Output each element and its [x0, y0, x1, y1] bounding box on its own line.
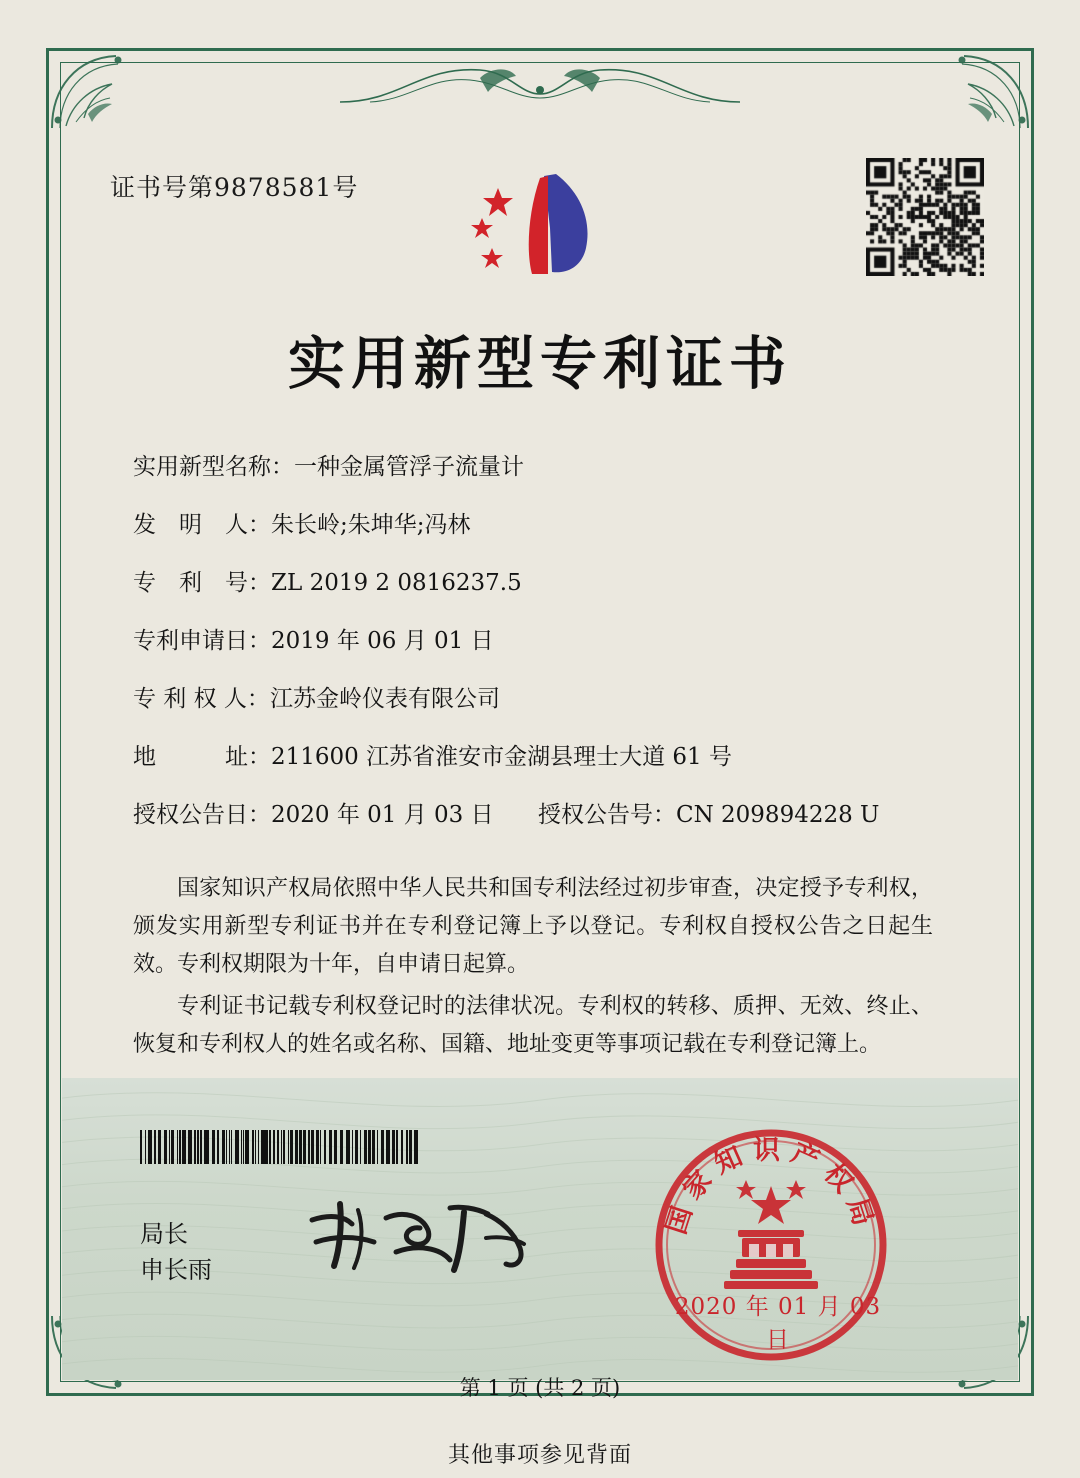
- svg-text:国家知识产权局: 国家知识产权局: [660, 1135, 882, 1238]
- field-value: 2019 年 06 月 01 日: [271, 628, 494, 654]
- field-label: 发 明 人：: [133, 512, 271, 538]
- seal-date: 2020 年 01 月 03 日: [674, 1294, 882, 1353]
- cnipa-logo-icon: [452, 162, 632, 282]
- grant-date-label: 授权公告日：: [133, 802, 271, 828]
- footer-note: 其他事项参见背面: [447, 1443, 632, 1468]
- field-label: 专利申请日：: [133, 628, 271, 654]
- field-value: 一种金属管浮子流量计: [294, 454, 524, 480]
- field-label: 地 址：: [133, 744, 271, 770]
- handwritten-signature: [300, 1190, 550, 1280]
- legal-text: [133, 870, 933, 1064]
- field-label: 专 利 权 人：: [133, 686, 270, 712]
- barcode: [140, 1130, 420, 1164]
- field-value: ZL 2019 2 0816237.5: [271, 570, 522, 596]
- corner-ornament-top-right: [924, 48, 1034, 134]
- field-row-application-date: [133, 622, 953, 655]
- field-label: 专 利 号：: [133, 570, 271, 596]
- page-number: 第 1 页 (共 2 页): [459, 1376, 621, 1400]
- certificate-number: 证书号第9878581号: [110, 173, 359, 202]
- field-value: 211600 江苏省淮安市金湖县理士大道 61 号: [271, 744, 732, 770]
- field-value: 朱长岭;朱坤华;冯林: [271, 512, 471, 538]
- field-row-grant: [133, 796, 953, 829]
- field-row-inventor: [133, 506, 953, 539]
- page-title: 实用新型专利证书: [288, 330, 792, 397]
- corner-ornament-top-left: [46, 48, 156, 134]
- qr-code: [866, 158, 984, 276]
- signature-name: 申长雨: [140, 1256, 212, 1284]
- field-row-patent-number: [133, 564, 953, 597]
- grant-number-value: CN 209894228 U: [676, 802, 880, 828]
- grant-number-group: [538, 796, 879, 829]
- field-row-name: [133, 448, 953, 481]
- paragraph-1: 国家知识产权局依照中华人民共和国专利法经过初步审查，决定授予专利权，颁发实用新型专利证书并在专利登记簿上予以登记。专利权自授权公告之日起生效。专利权期限为十年，自申请日起算。: [133, 876, 933, 977]
- field-row-address: [133, 738, 953, 771]
- signature-block: [140, 1216, 212, 1288]
- grant-number-label: 授权公告号：: [538, 802, 676, 828]
- paragraph-2: 专利证书记载专利权登记时的法律状况。专利权的转移、质押、无效、终止、恢复和专利权人的姓名或名称、国籍、地址变更等事项记载在专利登记簿上。: [133, 994, 933, 1057]
- field-row-patentee: [133, 680, 953, 713]
- signature-role: 局长: [140, 1220, 188, 1248]
- field-list: [133, 448, 953, 854]
- field-value: 江苏金岭仪表有限公司: [269, 686, 500, 712]
- grant-date-value: 2020 年 01 月 03 日: [271, 802, 494, 828]
- top-center-ornament: [330, 50, 750, 112]
- field-label: 实用新型名称：: [133, 454, 294, 480]
